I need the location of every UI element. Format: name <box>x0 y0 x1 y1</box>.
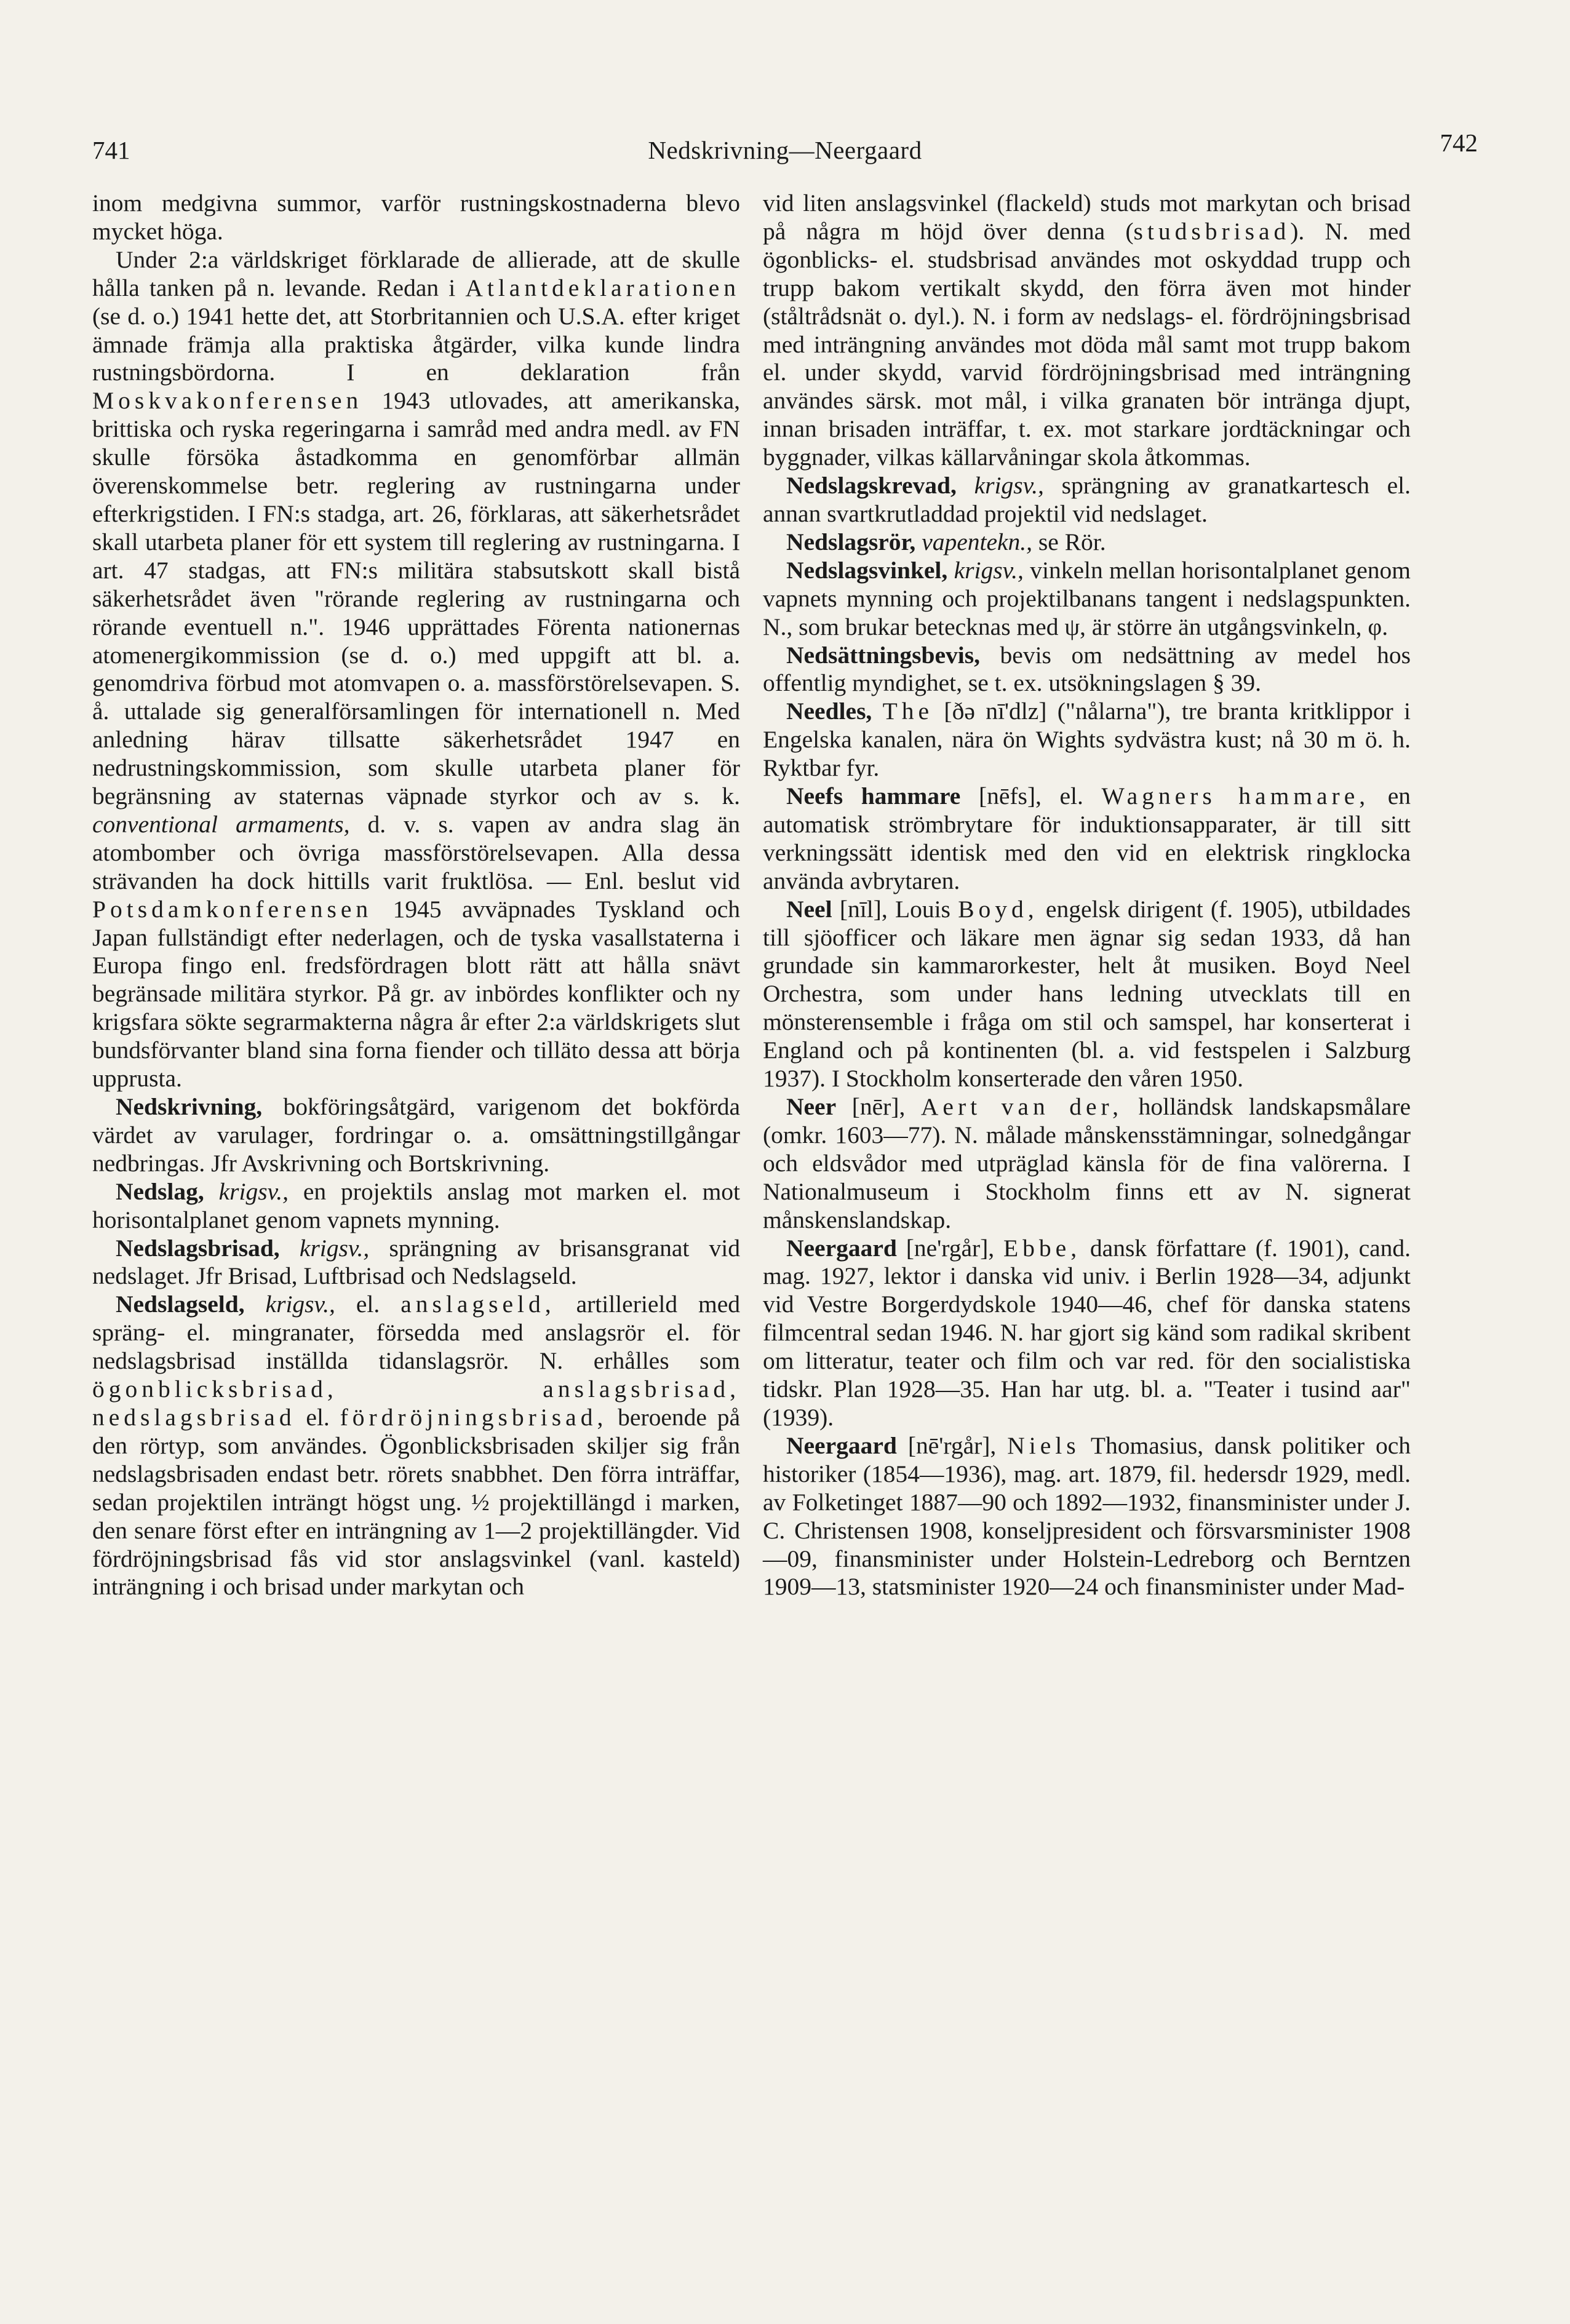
entry-nedslagsror: Nedslagsrör, vapentekn., se Rör. <box>786 528 1106 555</box>
headword: Nedslag, <box>116 1177 204 1205</box>
headword: Nedslagseld, <box>116 1291 245 1318</box>
entry-nedslagseld: Nedslagseld, krigsv., el. anslagseld, artillerield med spräng- el. mingranater, försedda med anslagsrör el. för nedslagsbrisad inställda tidanslagsrör. N. erhålles som ögonblicksbrisad, anslagsbrisad, nedslagsbrisad el. fördröjningsbrisad, beroende på den rörtyp, som användes. Ögonblicksbrisaden skiljer sig från nedslagsbrisaden endast betr. rörets snabbhet. Den förra inträffar, sedan projektilen inträngt högst ung. ½ projektillängd i marken, den senare först efter en inträngning av 1—2 projektillängder. Vid fördröjningsbrisad fås vid stor anslagsvinkel (vanl. kasteld) inträngning i och brisad under markytan och <box>92 1291 741 1601</box>
headword: Nedslagskrevad, <box>786 472 957 499</box>
headword: Nedslagsvinkel, <box>786 556 948 584</box>
page-number-left: 741 <box>92 136 130 164</box>
headword: Neergaard <box>786 1431 897 1459</box>
headword: Neergaard <box>786 1234 897 1262</box>
entry-nedskrivning: Nedskrivning, bokföringsåtgärd, varigenom det bokförda värdet av varulager, fordringar o. a. omsättningstillgångar nedbringas. Jfr Avskrivning och Bortskrivning. <box>92 1093 741 1177</box>
headword: Neer <box>786 1093 837 1120</box>
entry-needles: Needles, The [ðə nī'dlz] ("nålarna"), tre branta kritklippor i Engelska kanalen, nära ön Wights sydvästra kust; nå 30 m ö. h. Ryktbar fyr. <box>763 698 1411 782</box>
entry-neefs-hammare: Neefs hammare [nēfs], el. Wagners hammare, en automatisk strömbrytare för induktionsapparater, är till sitt verkningssätt identisk med den vid en elektrisk ringklocka använda avbrytaren. <box>763 782 1411 894</box>
entry-nedslagsvinkel: Nedslagsvinkel, krigsv., vinkeln mellan horisontalplanet genom vapnets mynning och projektilbanans tangent i nedslagspunkten. N., som brukar betecknas med ψ, är större än utgångsvinkeln, φ. <box>763 556 1411 640</box>
headword: Neel <box>786 895 832 923</box>
entry-nedsattningsbevis: Nedsättningsbevis, bevis om nedsättning av medel hos offentlig myndighet, se t. ex. utsökningslagen § 39. <box>763 641 1411 697</box>
entry-nedslagsbrisad: Nedslagsbrisad, krigsv., sprängning av brisansgranat vid nedslaget. Jfr Brisad, Luftbrisad och Nedslagseld. <box>92 1234 741 1290</box>
page-header <box>92 129 1478 178</box>
right-column <box>763 189 1411 1601</box>
entry-continuation: vid liten anslagsvinkel (flackeld) studs mot markytan och brisad på några m höjd över denna (studsbrisad). N. med ögonblicks- el. studsbrisad användes mot oskyddad trupp och trupp bakom vertikalt skydd, den förra även mot hinder (ståltrådsnät o. dyl.). N. i form av nedslags- el. fördröjningsbrisad med inträngning användes mot döda mål samt mot trupp bakom el. under skydd, varvid fördröjningsbrisad med inträngning användes särsk. mot mål, i vilka granaten bör intränga djupt, innan brisaden inträffar, t. ex. mot starkare jordtäckningar och byggnader, vilkas källarvåningar skola åtkommas. <box>763 189 1411 471</box>
headword: Neefs hammare <box>786 782 961 810</box>
entry-nedslag: Nedslag, krigsv., en projektils anslag mot marken el. mot horisontalplanet genom vapnets mynning. <box>92 1177 741 1233</box>
headword: Nedskrivning, <box>116 1093 263 1120</box>
headword: Nedslagsbrisad, <box>116 1234 280 1262</box>
entry-neergaard-niels: Neergaard [nē'rgår], Niels Thomasius, dansk politiker och historiker (1854—1936), mag. art. 1879, fil. hedersdr 1929, medl. av Folketinget 1887—90 och 1892—1932, finansminister under J. C. Christensen 1908, konseljpresident och försvarsminister 1908—09, finansminister under Holstein-Ledreborg och Berntzen 1909—13, statsminister 1920—24 och finansminister under Mad- <box>763 1431 1411 1601</box>
headword: Needles, <box>786 698 872 725</box>
left-column <box>92 189 740 1601</box>
entry-neer: Neer [nēr], Aert van der, holländsk landskapsmålare (omkr. 1603—77). N. målade månskensstämningar, solnedgångar och eldsvådor med utpräglad känsla för de fina valörerna. I Nationalmuseum i Stockholm finns ett av N. signerat månskenslandskap. <box>763 1093 1411 1233</box>
headword: Nedsättningsbevis, <box>786 641 980 669</box>
entry-neergaard-ebbe: Neergaard [ne'rgår], Ebbe, dansk författare (f. 1901), cand. mag. 1927, lektor i danska vid univ. i Berlin 1928—34, adjunkt vid Vestre Borgerdydskole 1940—46, chef för danska statens filmcentral sedan 1946. N. har gjort sig känd som radikal skribent om litteratur, teater och film och var red. för den socialistiska tidskr. Plan 1928—35. Han har utg. bl. a. "Teater i tusind aar" (1939). <box>763 1234 1411 1431</box>
entry-neel: Neel [nīl], Louis Boyd, engelsk dirigent (f. 1905), utbildades till sjöofficer och läkare men ägnar sig sedan 1933, då han grundade sin kammarorkester, helt åt musiken. Boyd Neel Orchestra, som under hans ledning utvecklats till en mönsterensemble i fråga om stil och samspel, har konserterat i England och på kontinenten (bl. a. vid festspelen i Salzburg 1937). I Stockholm konserterade den våren 1950. <box>763 895 1411 1092</box>
entry-nedslagskrevad: Nedslagskrevad, krigsv., sprängning av granatkartesch el. annan svartkrutladdad projektil vid nedslaget. <box>763 472 1411 527</box>
running-head: Nedskrivning—Neergaard <box>648 136 922 164</box>
entry-continuation: inom medgivna summor, varför rustningskostnaderna blevo mycket höga. <box>92 189 740 245</box>
headword: Nedslagsrör, <box>786 528 916 555</box>
entry-paragraph: Under 2:a världskriget förklarade de allierade, att de skulle hålla tanken på n. levande. Redan i Atlantdeklarationen (se d. o.) 1941 hette det, att Storbritannien och U.S.A. efter kriget ämnade främja alla praktiska åtgärder, vilka kunde lindra rustningsbördorna. I en deklaration från Moskvakonferensen 1943 utlovades, att amerikanska, brittiska och ryska regeringarna i samråd med andra medl. av FN skulle försöka åstadkomma en genomförbar allmän överenskommelse betr. reglering av rustningarna under efterkrigstiden. I FN:s stadga, art. 26, förklaras, att säkerhetsrådet skall utarbeta planer för ett system till reglering av rustningarna. I art. 47 stadgas, att FN:s militära stabsutskott skall bistå säkerhetsrådet även "rörande reglering av rustningarna och rörande eventuell n.". 1946 upprättades Förenta nationernas atomenergikommission (se d. o.) med uppgift att bl. a. genomdriva förbud mot atomvapen o. a. massförstörelsevapen. S. å. uttalade sig generalförsamlingen för internationell n. Med anledning härav tillsatte säkerhetsrådet 1947 en nedrustningskommission, som skulle utarbeta planer för begränsning av staternas väpnade styrkor och av s. k. conventional armaments, d. v. s. vapen av andra slag än atombomber och övriga massförstörelsevapen. Alla dessa strävanden ha dock hittills varit fruktlösa. — Enl. beslut vid Potsdamkonferensen 1945 avväpnades Tyskland och Japan fullständigt efter nederlagen, och de tyska vasallstaterna i Europa fingo enl. fredsfördragen blott rätt att hålla snävt begränsade militära styrkor. På gr. av inbördes konflikter och ny krigsfara sökte segrarmakterna några år efter 2:a världskrigets slut bundsförvanter bland sina forna fiender och tilläto dessa att börja upprusta. <box>92 245 741 1092</box>
page-number-right: 742 <box>1440 129 1478 157</box>
